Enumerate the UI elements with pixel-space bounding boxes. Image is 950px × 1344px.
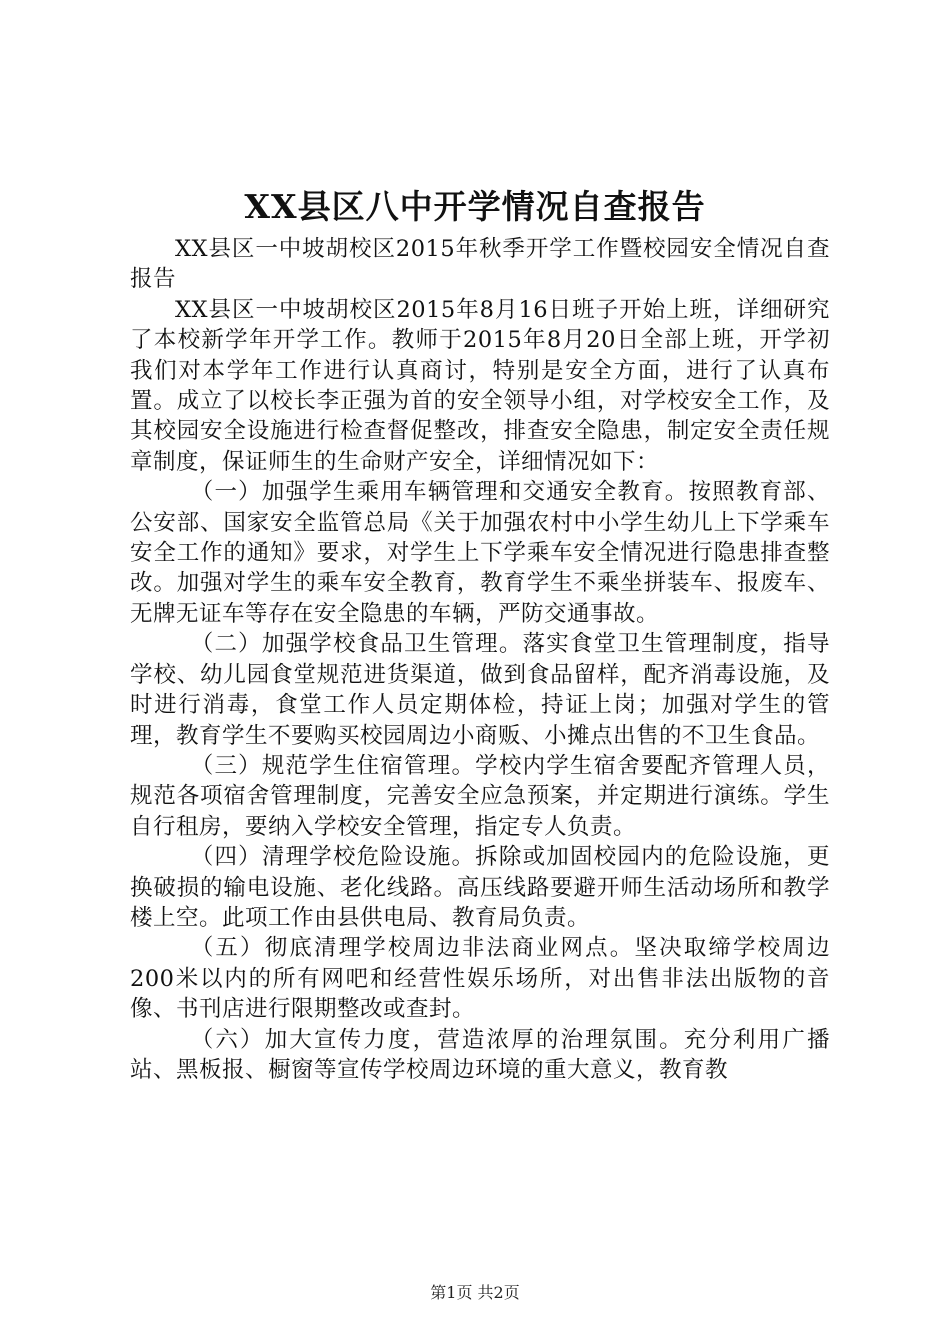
- paragraph-intro: XX县区一中坡胡校区2015年8月16日班子开始上班，详细研究了本校新学年开学工作。教师于2015年8月20日全部上班，开学初我们对本学年工作进行认真商讨，特别是安全方面，进行了认真布置。成立了以校长李正强为首的安全领导小组，对学校安全工作，及其校园安全设施进行检查督促整改，排查安全隐患，制定安全责任规章制度，保证师生的生命财产安全，详细情况如下：: [130, 296, 830, 475]
- document-title: XX县区八中开学情况自查报告: [244, 187, 706, 226]
- paragraph-item-3: （三）规范学生住宿管理。学校内学生宿舍要配齐管理人员，规范各项宿舍管理制度，完善安全应急预案，并定期进行演练。学生自行租房，要纳入学校安全管理，指定专人负责。: [130, 752, 830, 840]
- paragraph-item-1: （一）加强学生乘用车辆管理和交通安全教育。按照教育部、公安部、国家安全监管总局《关于加强农村中小学生幼儿上下学乘车安全工作的通知》要求，对学生上下学乘车安全情况进行隐患排查整改。加强对学生的乘车安全教育，教育学生不乘坐拼装车、报废车、无牌无证车等存在安全隐患的车辆，严防交通事故。: [130, 479, 830, 627]
- page-number-footer: 第1页 共2页: [430, 1283, 520, 1302]
- paragraph-subtitle: XX县区一中坡胡校区2015年秋季开学工作暨校园安全情况自查报告: [130, 236, 830, 293]
- paragraph-item-2: （二）加强学校食品卫生管理。落实食堂卫生管理制度，指导学校、幼儿园食堂规范进货渠道，做到食品留样，配齐消毒设施，及时进行消毒，食堂工作人员定期体检，持证上岗；加强对学生的管理，教育学生不要购买校园周边小商贩、小摊点出售的不卫生食品。: [130, 631, 830, 749]
- paragraph-item-6: （六）加大宣传力度，营造浓厚的治理氛围。充分利用广播站、黑板报、橱窗等宣传学校周边环境的重大意义，教育教: [130, 1026, 830, 1083]
- paragraph-item-4: （四）清理学校危险设施。拆除或加固校园内的危险设施，更换破损的输电设施、老化线路。高压线路要避开师生活动场所和教学楼上空。此项工作由县供电局、教育局负责。: [130, 844, 830, 931]
- document-body: [130, 234, 830, 1085]
- paragraph-item-5: （五）彻底清理学校周边非法商业网点。坚决取缔学校周边200米以内的所有网吧和经营性娱乐场所，对出售非法出版物的音像、书刊店进行限期整改或查封。: [130, 935, 830, 1023]
